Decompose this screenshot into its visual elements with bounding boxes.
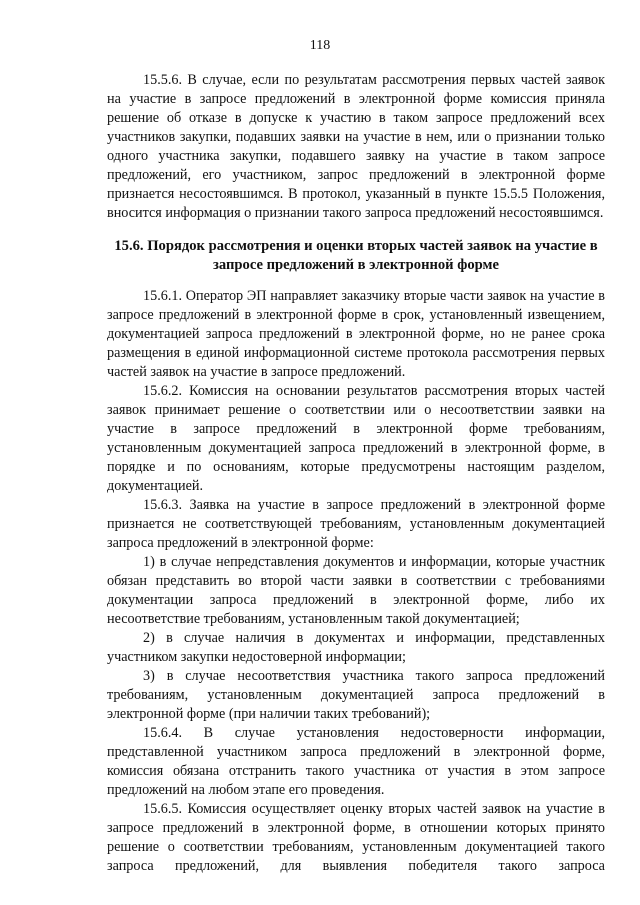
paragraph-15-5-6: 15.5.6. В случае, если по результатам рассмотрения первых частей заявок на участие в запросе предложений в электронной форме комиссия приняла решение об отказе в допуске к участию в таком запросе предложений всех участников закупки, подавших заявки на участие в нем, или о признании только одного участника закупки, подавшего заявку на участие в таком запросе предложений, его участником, запрос предложений в электронной форме признается несостоявшимся. В протокол, указанный в пункте 15.5.5 Положения, вносится информация о признании такого запроса предложений несостоявшимся. [107, 72, 605, 221]
paragraph-15-6-2: 15.6.2. Комиссия на основании результатов рассмотрения вторых частей заявок принимает решение о соответствии или о несоответствии заявки на участие в запросе предложений в электронной форме требованиям, установленным документацией запроса предложений в электронной форме, в порядке и по основаниям, которые предусмотрены настоящим разделом, документацией. [107, 383, 605, 494]
paragraph-15-6-5: 15.6.5. Комиссия осуществляет оценку вторых частей заявок на участие в запросе предложений в электронной форме, в отношении которых принято решение о соответствии требованиям, установленным документацией такого запроса предложений, для выявления победителя такого запроса [107, 801, 605, 874]
list-item-2: 2) в случае наличия в документах и информации, представленных участником закупки недостоверной информации; [107, 630, 605, 665]
page-content [107, 71, 605, 876]
paragraph-15-6-1: 15.6.1. Оператор ЭП направляет заказчику вторые части заявок на участие в запросе предложений в электронной форме в срок, установленный извещением, документацией запроса предложений в электронной форме, но не ранее срока размещения в единой информационной системе протокола рассмотрения первых частей заявок на участие в запросе предложений. [107, 288, 605, 380]
list-item-1: 1) в случае непредставления документов и информации, которые участник обязан представить во второй части заявки в соответствии с требованиями документации запроса предложений в электронной форме, либо их несоответствие требованиям, установленным такой документацией; [107, 554, 605, 627]
paragraph-15-6-3: 15.6.3. Заявка на участие в запросе предложений в электронной форме признается не соответствующей требованиям, установленным документацией запроса предложений в электронной форме: [107, 497, 605, 551]
page-number: 118 [309, 38, 331, 53]
section-heading-15-6: 15.6. Порядок рассмотрения и оценки вторых частей заявок на участие в запросе предложений в электронной форме [114, 238, 598, 273]
paragraph-15-6-4: 15.6.4. В случае установления недостоверности информации, представленной участником запроса предложений в электронной форме, комиссия обязана отстранить такого участника от участия в этом запросе предложений на любом этапе его проведения. [107, 725, 605, 798]
list-item-3: 3) в случае несоответствия участника такого запроса предложений требованиям, установленным документацией запроса предложений в электронной форме (при наличии таких требований); [107, 668, 605, 722]
